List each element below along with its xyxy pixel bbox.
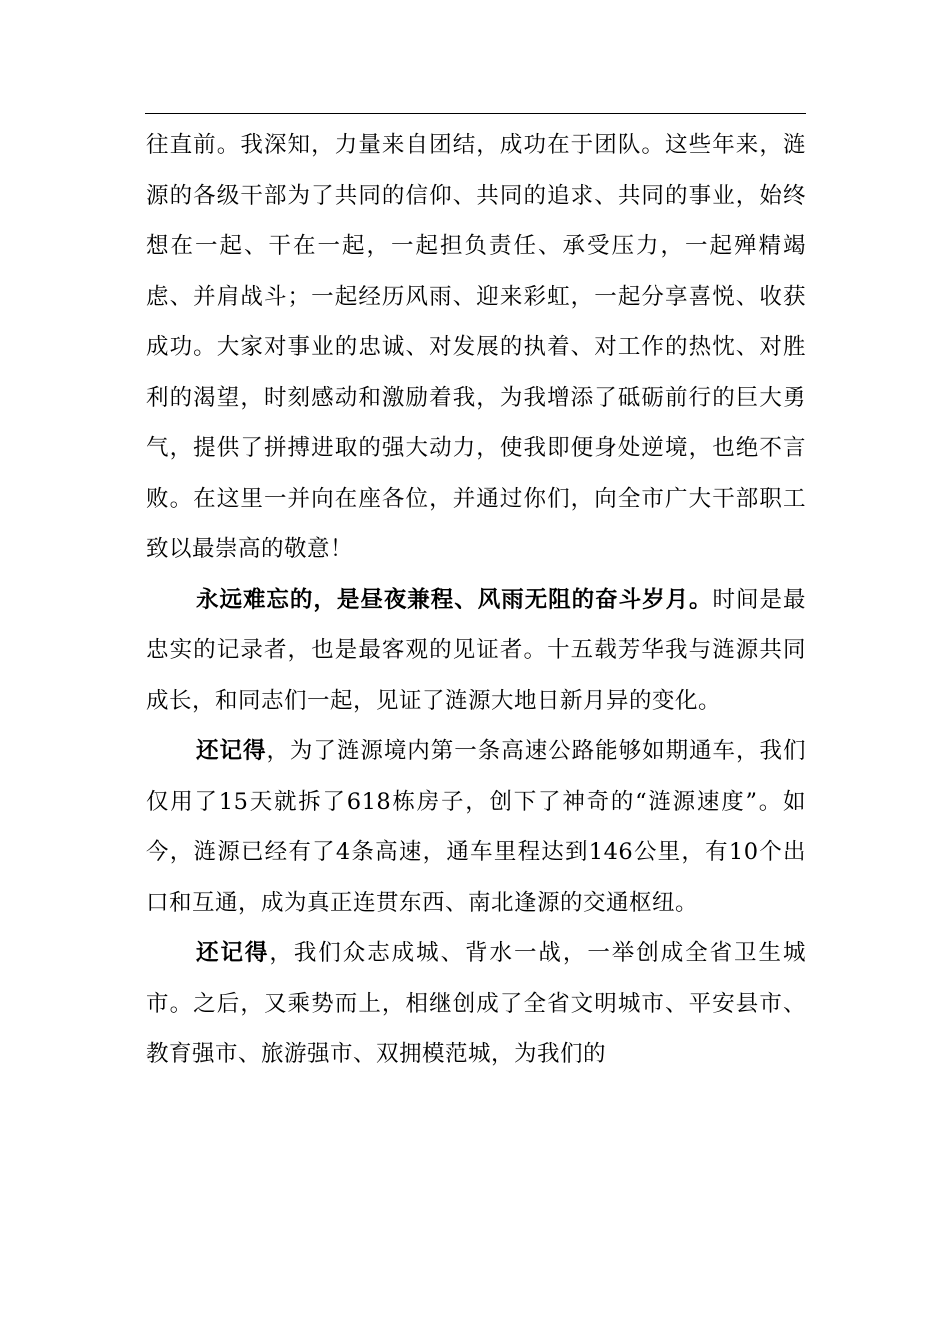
paragraph-1-text: 往直前。我深知，力量来自团结，成功在于团队。这些年来，涟源的各级干部为了共同的信仰、共同的追求、共同的事业，始终想在一起、干在一起，一起担负责任、承受压力，一起殚精竭虑、并肩战斗；一起经历风雨、迎来彩虹，一起分享喜悦、收获成功。大家对事业的忠诚、对发展的执着、对工作的热忱、对胜利的渴望，时刻感动和激励着我，为我增添了砥砺前行的巨大勇气，提供了拼搏进取的强大动力，使我即便身处逆境，也绝不言败。在这里一并向在座各位，并通过你们，向全市广大干部职工致以最崇高的敬意！ [146, 132, 806, 562]
paragraph-4 [146, 928, 806, 1080]
document-body [146, 120, 806, 1080]
paragraph-1 [146, 120, 806, 575]
header-rule [145, 113, 806, 114]
paragraph-3 [146, 726, 806, 928]
paragraph-2-lead: 永远难忘的，是昼夜兼程、风雨无阻的奋斗岁月。 [196, 586, 713, 613]
paragraph-4-text: ，我们众志成城、背水一战，一举创成全省卫生城市。之后，又乘势而上，相继创成了全省文明城市、平安县市、教育强市、旅游强市、双拥模范城，为我们的 [146, 940, 806, 1067]
paragraph-2 [146, 575, 806, 727]
paragraph-4-lead: 还记得 [196, 940, 270, 966]
paragraph-3-text: ，为了涟源境内第一条高速公路能够如期通车，我们仅用了15天就拆了618栋房子，创下了神奇的“涟源速度”。如今，涟源已经有了4条高速，通车里程达到146公里，有10个出口和互通，成为真正连贯东西、南北逢源的交通枢纽。 [146, 738, 806, 916]
paragraph-2-text: 时间是最忠实的记录者，也是最客观的见证者。十五载芳华我与涟源共同成长，和同志们一起，见证了涟源大地日新月异的变化。 [146, 586, 806, 714]
paragraph-3-lead: 还记得 [196, 738, 267, 764]
